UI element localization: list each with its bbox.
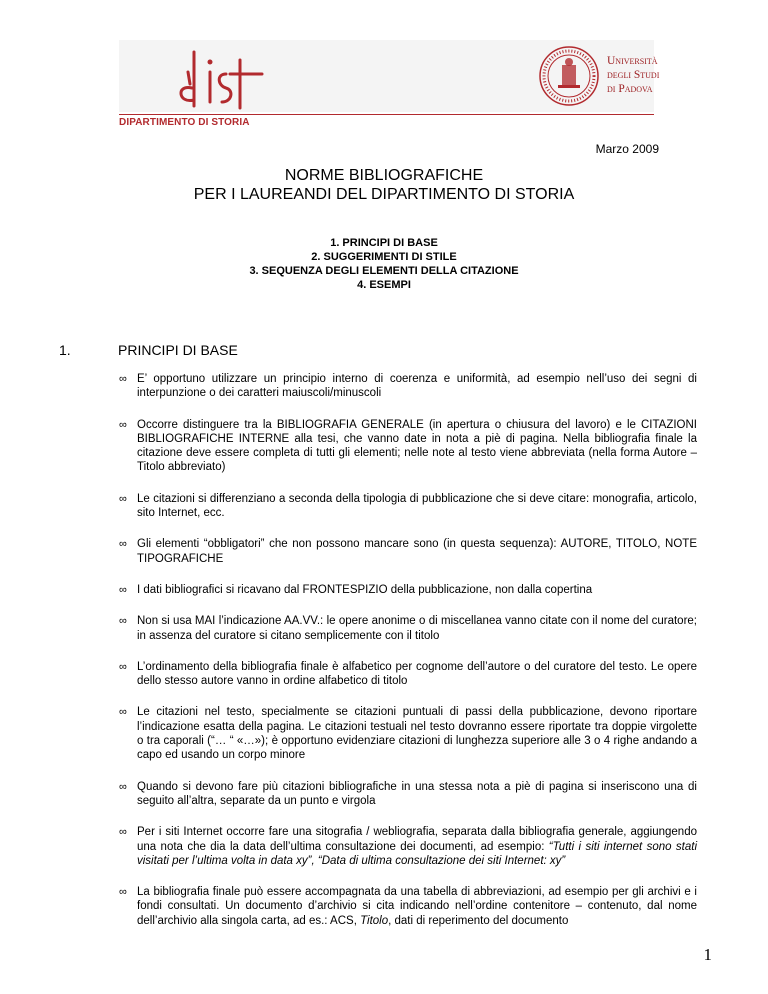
item-text: Occorre distinguere tra la BIBLIOGRAFIA GENERALE (in apertura o chiusura del lavoro) e le CITAZIONI BIBLIOGRAFICHE INTERNE alla tesi, che vanno date in nota a piè di pagina. Nella bibliografia finale la citazione deve essere completa di tutti gli elementi; nelle note al testo viene abbreviata (nella forma Autore – Titolo abbreviato) [137, 418, 697, 474]
university-line: degli Studi [607, 69, 660, 81]
section-number: 1. [59, 342, 71, 358]
bullet-icon: ∞ [119, 492, 127, 505]
list-item [119, 372, 697, 401]
title-line: PER I LAUREANDI DEL DIPARTIMENTO DI STORIA [193, 186, 575, 203]
university-line: di Padova [607, 83, 653, 95]
university-name [607, 54, 659, 96]
item-text: E’ opportuno utilizzare un principio interno di coerenza e uniformità, ad esempio nell’uso dei segni di interpunzione o dei caratteri maiuscoli/minuscoli [137, 373, 697, 400]
document-title [0, 166, 768, 204]
list-item [119, 780, 697, 809]
bullet-icon: ∞ [119, 706, 127, 719]
list-item [119, 660, 697, 689]
title-line: NORME BIBLIOGRAFICHE [284, 167, 484, 184]
item-text: , dati di reperimento del documento [388, 914, 569, 927]
bullet-icon: ∞ [119, 583, 127, 596]
toc-item: 1. PRINCIPI DI BASE [330, 237, 438, 249]
list-item [119, 583, 697, 597]
list-item [119, 705, 697, 762]
item-text: Le citazioni si differenziano a seconda della tipologia di pubblicazione che si deve citare: monografia, articolo, sito Internet, ecc. [137, 492, 697, 520]
bullet-icon: ∞ [119, 826, 127, 839]
item-text: Non si usa MAI l’indicazione AA.VV.: le opere anonime o di miscellanea vanno citate con il nome del curatore; in assenza del curatore si citano semplicemente con il titolo [137, 615, 697, 642]
bullet-icon: ∞ [119, 615, 127, 628]
italic-text: Titolo [360, 914, 389, 927]
bullet-icon: ∞ [119, 373, 127, 385]
header-divider [119, 114, 654, 115]
bullet-icon: ∞ [119, 418, 127, 431]
principles-list [119, 372, 697, 945]
item-text: Le citazioni nel testo, specialmente se citazioni puntuali di passi della pubblicazione, devono riportare l’indicazione esatta della pagina. Le citazioni testuali nel testo dovranno essere riportate tra doppie virgolette o tra caporali (“… “ «…»); è opportuno evidenziare citazioni di lunghezza superiore alle 3 o 4 righe andando a capo ed usando un corpo minore [137, 706, 697, 762]
item-text: La bibliografia finale può essere accompagnata da una tabella di abbreviazioni, ad esempio per gli archivi e i fondi consultati. Un documento d’archivio si cita indicando nell’ordine contenitore – contenuto, dal nome dell’archivio alla singola carta, ad es.: ACS, [137, 886, 697, 927]
bullet-icon: ∞ [119, 780, 127, 793]
toc-item: 4. ESEMPI [357, 279, 411, 291]
list-item [119, 492, 697, 521]
bullet-icon: ∞ [119, 660, 127, 673]
item-text: Per i siti Internet occorre fare una sitografia / webliografia, separata dalla bibliografia generale, aggiungendo una nota che dia la data dell’ultima consultazione dei documenti, ad esempio: [137, 826, 697, 853]
list-item [119, 537, 697, 566]
bullet-icon: ∞ [119, 886, 127, 899]
toc-item: 2. SUGGERIMENTI DI STILE [311, 251, 457, 263]
table-of-contents [0, 236, 768, 292]
italic-text: “Tutti i siti internet sono stati visitati per l’ultima volta in data xy”, “Data di ultima consultazione dei siti Internet: xy” [137, 840, 698, 867]
section-heading: PRINCIPI DI BASE [118, 342, 238, 358]
department-label: DIPARTIMENTO DI STORIA [119, 117, 250, 128]
list-item [119, 825, 697, 868]
item-text: L’ordinamento della bibliografia finale è alfabetico per cognome dell’autore o del curatore del testo. Le opere dello stesso autore vanno in ordine alfabetico di titolo [137, 660, 697, 688]
university-seal-icon [538, 45, 600, 107]
list-item [119, 418, 697, 475]
page-number: 1 [703, 945, 712, 964]
bullet-icon: ∞ [119, 538, 127, 551]
item-text: I dati bibliografici si ricavano dal FRONTESPIZIO della pubblicazione, non dalla copertina [137, 583, 593, 596]
item-text: Gli elementi “obbligatori” che non possono mancare sono (in questa sequenza): AUTORE, TITOLO, NOTE TIPOGRAFICHE [137, 538, 697, 565]
university-line: Università [607, 55, 658, 67]
item-text: Quando si devono fare più citazioni bibliografiche in una stessa nota a piè di pagina si inseriscono una di seguito all’altra, separate da un punto e virgola [137, 780, 697, 807]
dist-logo-icon [170, 44, 270, 110]
list-item [119, 614, 697, 643]
toc-item: 3. SEQUENZA DEGLI ELEMENTI DELLA CITAZIONE [249, 265, 519, 277]
document-date: Marzo 2009 [595, 142, 659, 156]
list-item [119, 885, 697, 928]
